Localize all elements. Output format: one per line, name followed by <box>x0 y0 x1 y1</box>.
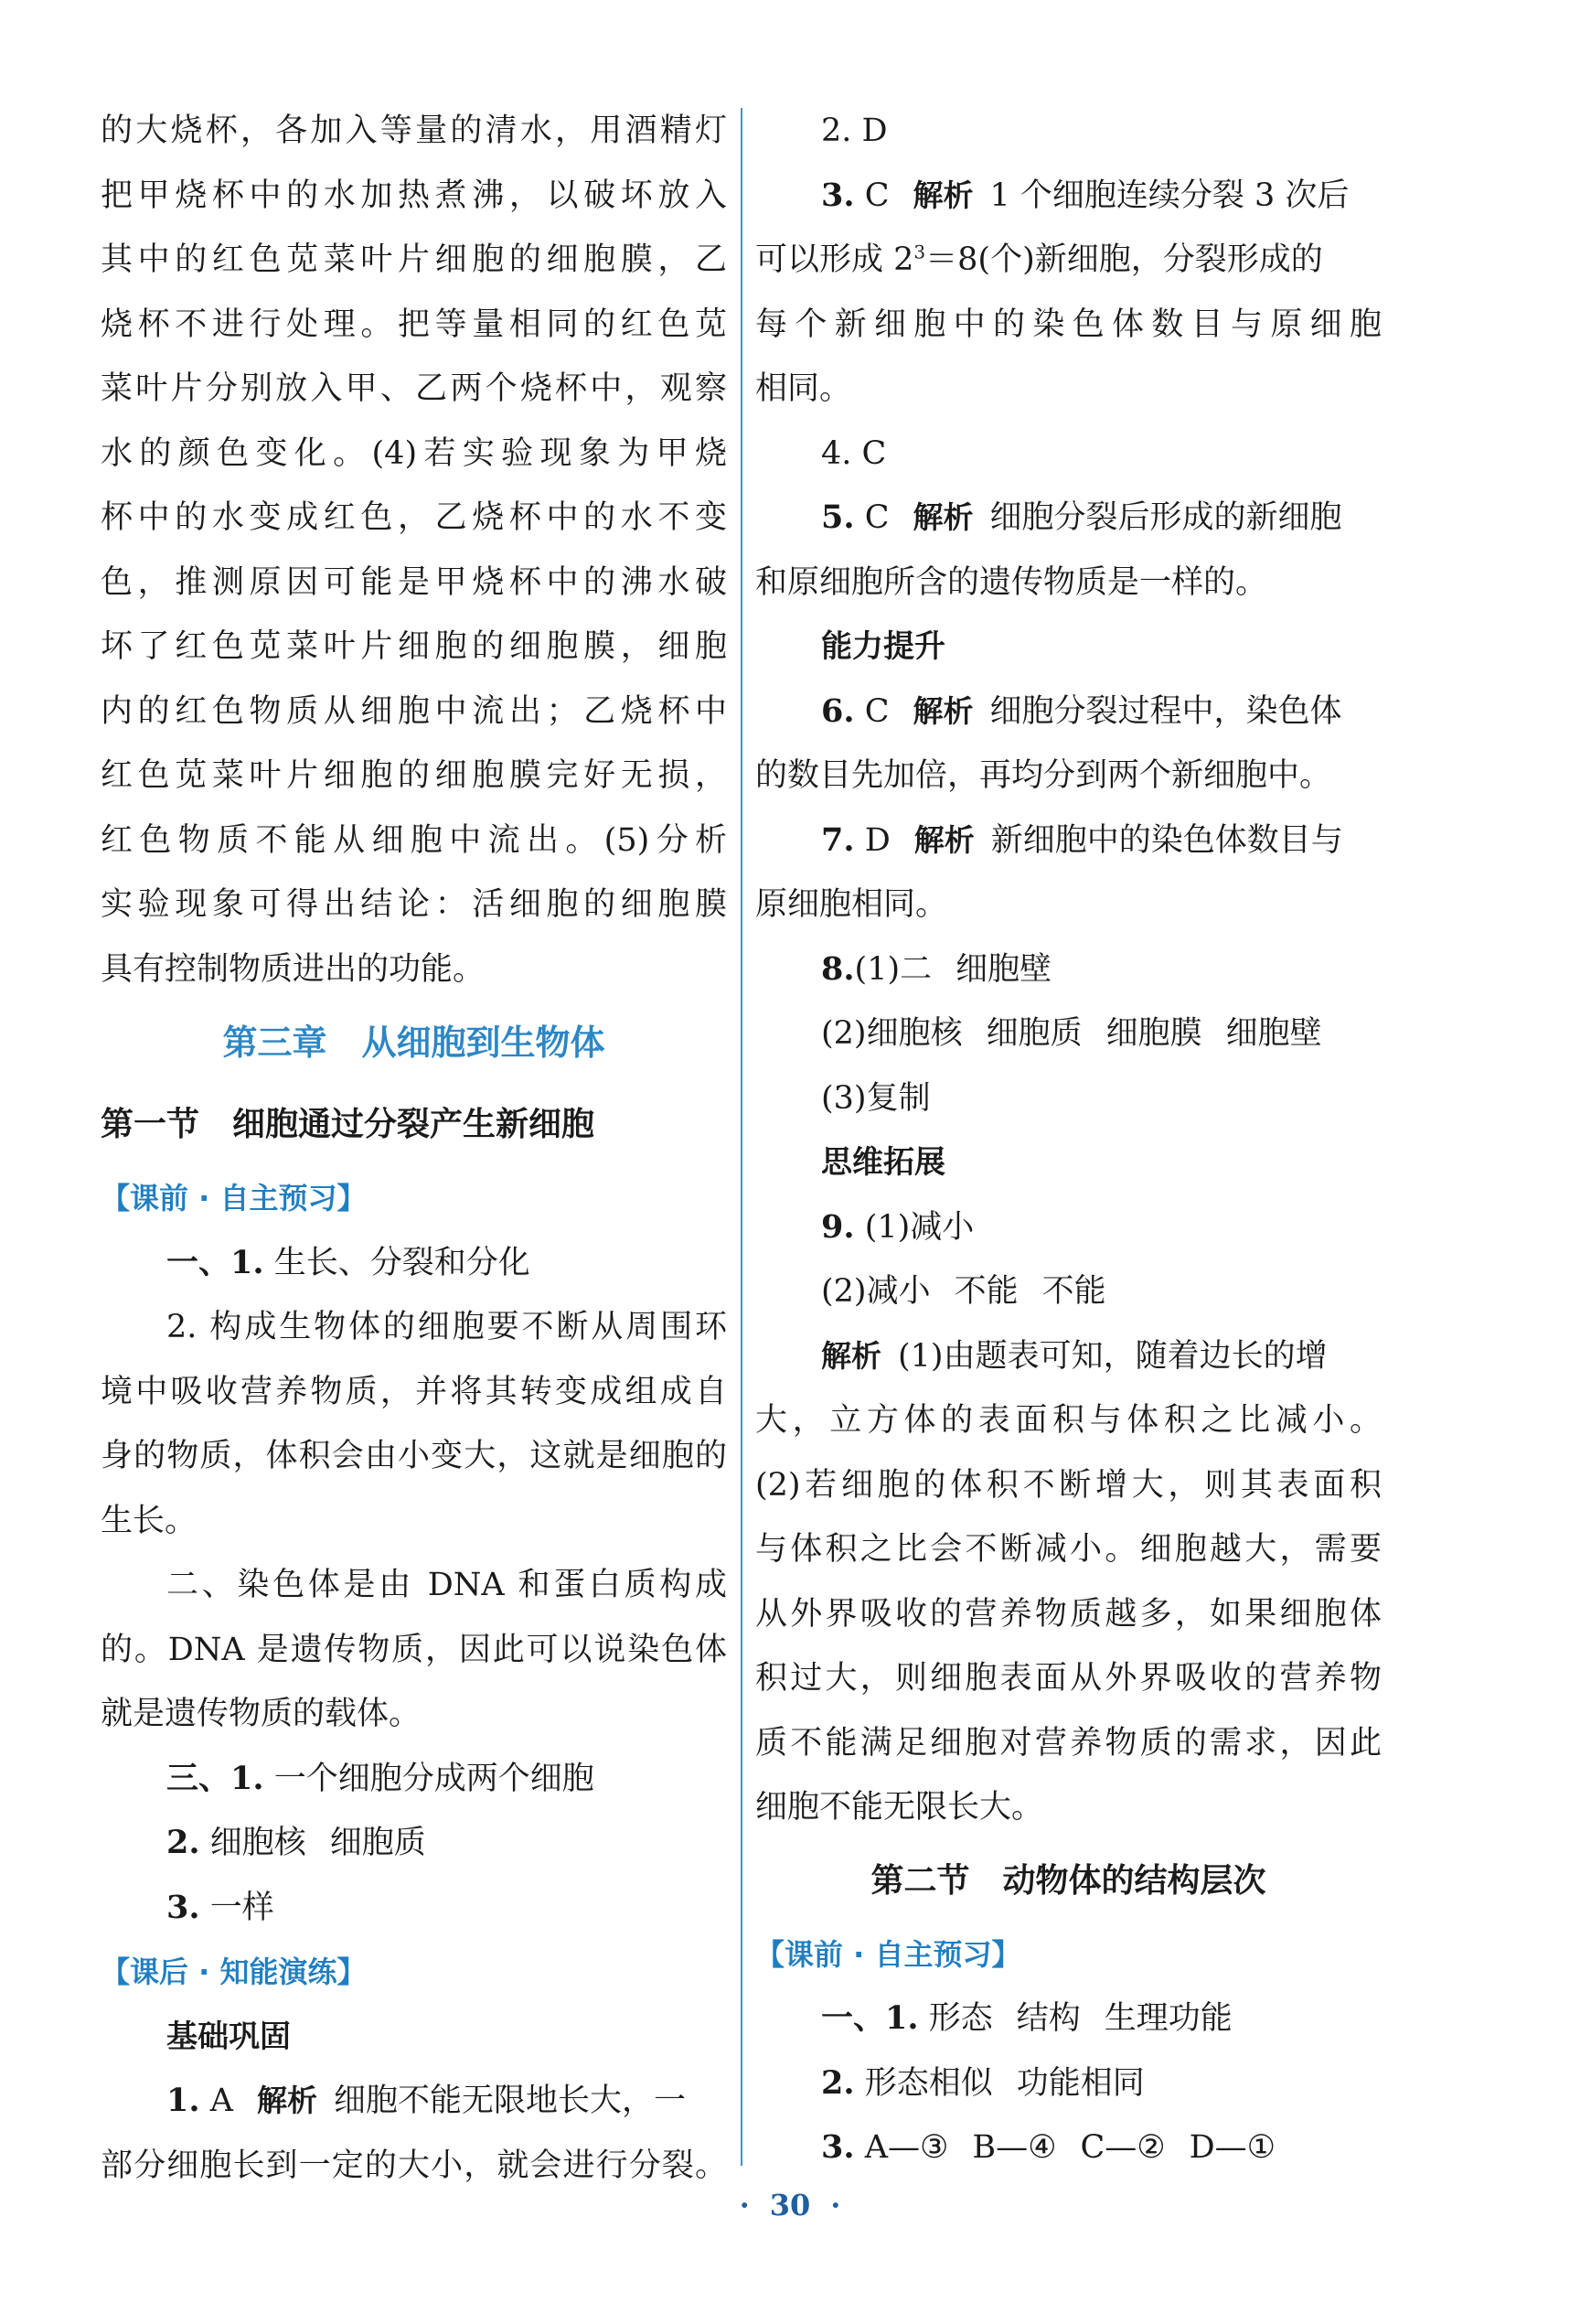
answer-text: 功能相同 <box>1016 2064 1145 2102</box>
answer-line <box>101 1231 727 1296</box>
answer-number: 3. <box>166 1888 200 1926</box>
analysis-label: 解析 <box>913 177 974 213</box>
text-line: 与体积之比会不断减小。细胞越大，需要 <box>755 1531 1382 1568</box>
answer-text: 细胞分裂后形成的新细胞 <box>989 499 1342 536</box>
text-line: 原细胞相同。 <box>755 886 948 923</box>
answer-text: 细胞分裂过程中，染色体 <box>989 692 1342 730</box>
answer-text: 结构 <box>1016 2000 1081 2037</box>
answer-text: (2)减小 <box>821 1273 931 1310</box>
answer-line <box>755 809 1382 873</box>
answer-choice: D <box>864 821 891 859</box>
answer-number: 2. <box>821 2063 855 2102</box>
answer-line <box>101 1811 727 1876</box>
text-line: 二、染色体是由 DNA 和蛋白质构成 <box>166 1567 727 1603</box>
answer-choice: C <box>864 499 890 536</box>
answer-text: (2)细胞核 <box>821 1015 963 1052</box>
text-line: (2)若细胞的体积不断增大，则其表面积 <box>755 1466 1382 1504</box>
section-title: 第一节 细胞通过分裂产生新细胞 <box>101 1106 595 1143</box>
answer-line <box>755 680 1382 744</box>
text-line: 的大烧杯，各加入等量的清水，用酒精灯 <box>101 112 727 149</box>
answer-text: 新细胞中的染色体数目与 <box>990 821 1343 859</box>
answer-text: A—③ <box>864 2129 949 2166</box>
page-number-footer <box>0 2188 1580 2222</box>
exponent: 3 <box>913 241 926 263</box>
answer-text: 一个细胞分成两个细胞 <box>273 1760 594 1797</box>
answer-line: 2. D <box>821 112 888 149</box>
text-line: 部分细胞长到一定的大小，就会进行分裂。 <box>101 2147 727 2184</box>
answer-line: (3)复制 <box>821 1079 931 1117</box>
text-line: 2. 构成生物体的细胞要不断从周围环 <box>166 1309 727 1345</box>
answer-choice: A <box>209 2083 233 2119</box>
answer-text: 一样 <box>209 1889 274 1926</box>
footer-dot: · <box>830 2188 841 2222</box>
answer-line <box>755 1001 1382 1066</box>
text-line: 和原细胞所含的遗传物质是一样的。 <box>755 563 1268 601</box>
subheading: 思维拓展 <box>821 1144 945 1181</box>
text-line: 把甲烧杯中的水加热煮沸，以破坏放入 <box>101 177 727 214</box>
analysis-label: 解析 <box>256 2083 317 2118</box>
text-line <box>755 1324 1382 1389</box>
answer-text: 1 个细胞连续分裂 3 次后 <box>989 177 1350 214</box>
answer-line <box>755 2051 1382 2116</box>
chapter-title: 第三章 从细胞到生物体 <box>222 1023 605 1063</box>
answer-number: 3. <box>821 176 855 214</box>
text-line: 细胞不能无限长大。 <box>755 1789 1044 1826</box>
answer-text: D—① <box>1189 2129 1276 2166</box>
answer-text: 生理功能 <box>1104 2000 1233 2037</box>
page-number: 30 <box>769 2188 811 2222</box>
answer-number: 8. <box>821 949 855 988</box>
text-line: 具有控制物质进出的功能。 <box>101 950 486 988</box>
answer-text: 细胞质 <box>329 1825 426 1861</box>
text-line: 杯中的水变成红色，乙烧杯中的水不变 <box>101 499 727 536</box>
answer-line <box>101 1747 727 1812</box>
text-line: 生长。 <box>101 1502 198 1539</box>
after-class-tag: 【课后 · 知能演练】 <box>101 1955 367 1989</box>
answer-number: 1. <box>166 2082 200 2119</box>
text-fragment: ＝8(个)新细胞，分裂形成的 <box>925 241 1323 278</box>
text-line: 菜叶片分别放入甲、乙两个烧杯中，观察 <box>101 370 727 407</box>
answer-line <box>101 1876 727 1941</box>
text-line <box>755 228 1382 293</box>
answer-text: 生长、分裂和分化 <box>273 1244 530 1281</box>
answer-text: (1)二 <box>854 950 933 988</box>
answer-number: 3. <box>821 2128 855 2166</box>
answer-line <box>755 1195 1382 1260</box>
answer-number: 6. <box>821 691 855 730</box>
answer-text: 细胞壁 <box>955 950 1052 988</box>
text-line: 红色苋菜叶片细胞的细胞膜完好无损， <box>101 757 727 794</box>
answer-text: 细胞质 <box>986 1015 1083 1052</box>
left-column <box>101 99 727 2198</box>
answer-text: 不能 <box>1041 1273 1106 1310</box>
answer-number: 三、1. <box>166 1759 264 1797</box>
answer-line <box>755 1987 1382 2051</box>
text-line: 就是遗传物质的载体。 <box>101 1696 422 1732</box>
section-title: 第二节 动物体的结构层次 <box>870 1861 1266 1900</box>
text-line: 的。DNA 是遗传物质，因此可以说染色体 <box>101 1631 727 1668</box>
answer-number: 7. <box>821 820 855 859</box>
text-line: 质不能满足细胞对营养物质的需求，因此 <box>755 1724 1382 1762</box>
text-line: 的数目先加倍，再均分到两个新细胞中。 <box>755 757 1332 794</box>
answer-number: 一、1. <box>166 1243 264 1281</box>
analysis-label: 解析 <box>913 692 974 729</box>
answer-text: 细胞核 <box>209 1825 306 1861</box>
text-line: 每个新细胞中的染色体数目与原细胞 <box>755 305 1382 343</box>
text-line: 身的物质，体积会由小变大，这就是细胞的 <box>101 1438 727 1474</box>
right-column <box>755 99 1382 2180</box>
answer-number: 9. <box>821 1207 855 1246</box>
answer-number: 一、1. <box>821 1999 919 2037</box>
text-line: 烧杯不进行处理。把等量相同的红色苋 <box>101 305 727 343</box>
footer-dot: · <box>739 2188 750 2222</box>
answer-text: 细胞壁 <box>1225 1015 1322 1052</box>
text-line: 水的颜色变化。(4)若实验现象为甲烧 <box>101 434 727 472</box>
answer-choice: C <box>864 692 890 730</box>
text-fragment: 可以形成 2 <box>755 241 914 278</box>
text-line: 积过大，则细胞表面从外界吸收的营养物 <box>755 1660 1382 1697</box>
preview-tag: 【课前 · 自主预习】 <box>101 1181 367 1216</box>
text-line: 其中的红色苋菜叶片细胞的细胞膜，乙 <box>101 241 727 278</box>
answer-text: 形态相似 <box>864 2064 993 2102</box>
answer-text: C—② <box>1080 2129 1166 2166</box>
answer-text: 细胞膜 <box>1105 1015 1202 1052</box>
subheading: 能力提升 <box>821 628 945 665</box>
subheading: 基础巩固 <box>166 2018 291 2055</box>
answer-number: 2. <box>166 1824 200 1861</box>
column-divider <box>741 108 742 2166</box>
answer-line: 4. C <box>821 434 887 472</box>
answer-line <box>755 937 1382 1002</box>
answer-text: (1)减小 <box>864 1208 975 1246</box>
analysis-label: 解析 <box>821 1337 881 1374</box>
answer-text: 形态 <box>928 2000 993 2037</box>
text-line: 红色物质不能从细胞中流出。(5)分析 <box>101 821 727 859</box>
answer-text: (1)由题表可知，随着边长的增 <box>898 1337 1328 1375</box>
answer-line <box>755 1259 1382 1324</box>
text-line: 大，立方体的表面积与体积之比减小。 <box>755 1402 1382 1439</box>
text-line: 色，推测原因可能是甲烧杯中的沸水破 <box>101 563 727 601</box>
answer-choice: C <box>864 177 890 214</box>
answer-text: 细胞不能无限地长大，一 <box>333 2083 686 2119</box>
text-line: 坏了红色苋菜叶片细胞的细胞膜，细胞 <box>101 628 727 665</box>
answer-number: 5. <box>821 498 855 536</box>
text-line: 实验现象可得出结论：活细胞的细胞膜 <box>101 886 727 923</box>
answer-text: 不能 <box>954 1273 1019 1310</box>
text-line: 从外界吸收的营养物质越多，如果细胞体 <box>755 1595 1382 1633</box>
answer-line <box>101 2069 727 2134</box>
text-line: 相同。 <box>755 370 852 407</box>
analysis-label: 解析 <box>913 821 975 858</box>
answer-text: B—④ <box>972 2129 1057 2166</box>
analysis-label: 解析 <box>913 499 974 535</box>
answer-line <box>755 486 1382 551</box>
text-line: 内的红色物质从细胞中流出；乙烧杯中 <box>101 692 727 730</box>
answer-line <box>755 164 1382 229</box>
preview-tag: 【课前 · 自主预习】 <box>755 1936 1021 1972</box>
answer-line <box>755 2115 1382 2180</box>
text-line: 境中吸收营养物质，并将其转变成组成自 <box>101 1373 727 1410</box>
